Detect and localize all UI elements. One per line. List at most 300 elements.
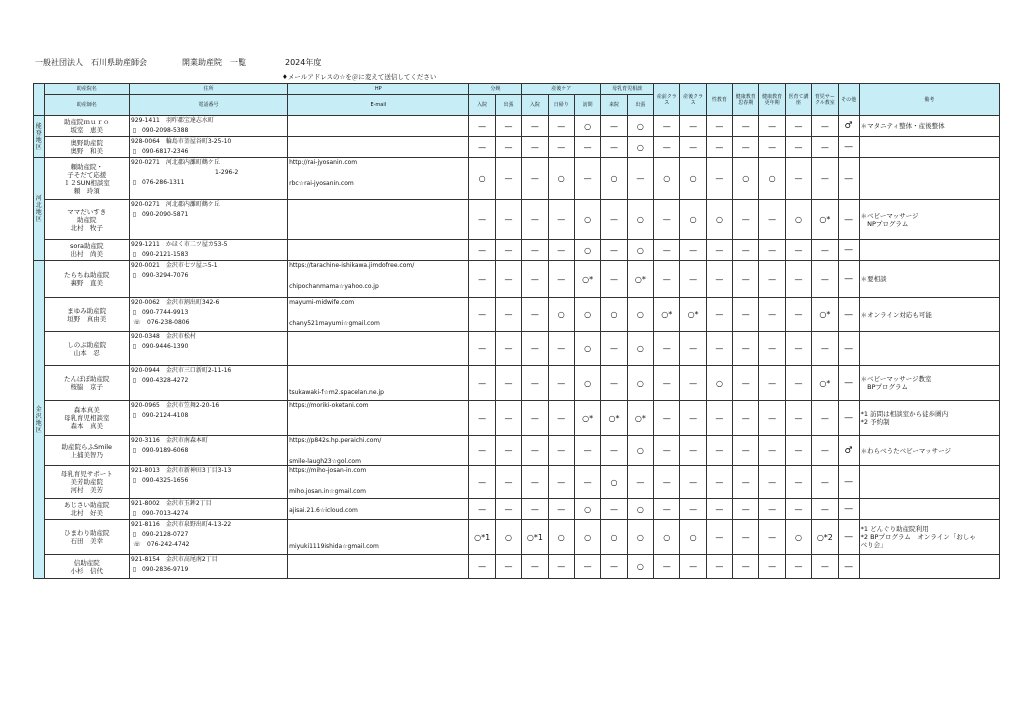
phone-icon: ▯	[132, 250, 137, 258]
phone-number: 090-2836-9719	[141, 566, 189, 573]
service-mark: ○*	[574, 401, 600, 436]
service-mark: —	[574, 137, 600, 158]
other-mark: —	[838, 240, 859, 261]
service-mark: —	[495, 401, 521, 436]
remark-line: ＊ベビーマッサージ教室	[860, 375, 932, 383]
clinic-name: 母乳育児相談室	[63, 414, 110, 422]
service-mark: —	[654, 401, 680, 436]
clinic-name: たんぽぽ助産院	[63, 375, 110, 383]
service-mark: ○	[654, 520, 680, 555]
service-mark: —	[812, 240, 838, 261]
service-mark: —	[522, 200, 548, 240]
service-mark: ○	[601, 158, 627, 200]
phone-icon: ▯	[132, 271, 137, 279]
service-mark: —	[785, 366, 811, 401]
email-address[interactable]: miyuki1119ishida☆gmail.com	[289, 543, 379, 550]
service-mark: —	[812, 137, 838, 158]
phone-line	[131, 509, 286, 519]
service-mark: —	[706, 520, 732, 555]
homepage-link[interactable]: https://p842s.hp.peraichi.com/	[289, 437, 382, 444]
email-address[interactable]: tsukawaki-f☆m2.spacelan.ne.jp	[289, 389, 384, 396]
service-mark: ○	[574, 499, 600, 520]
clinic-name: 森本真美	[73, 406, 100, 414]
homepage-link[interactable]: http://rai-jyosanin.com	[289, 159, 358, 166]
homepage-link[interactable]: mayumi-midwife.com	[289, 299, 355, 306]
address-cell	[129, 401, 287, 436]
phone-icon: ▯	[132, 210, 137, 218]
service-mark: —	[574, 158, 600, 200]
service-mark: ○	[627, 116, 653, 137]
service-mark: —	[733, 200, 759, 240]
hp-header: HP	[288, 84, 469, 95]
service-mark: —	[812, 261, 838, 298]
clinic-row	[34, 200, 1000, 240]
service-mark: —	[706, 298, 732, 332]
fiscal-year: 2024年度	[285, 58, 322, 67]
service-mark: —	[680, 240, 706, 261]
address-line: 920-0965 金沢市笠舞2-20-16	[130, 402, 220, 409]
phone-icon: ▯	[132, 565, 137, 573]
midwife-name: 出村 尚美	[70, 250, 103, 258]
other-mark: —	[838, 401, 859, 436]
address-line: 920-0348 金沢市松村	[130, 333, 196, 340]
clinic-name: まゆみ助産院	[67, 306, 107, 315]
clinic-name-cell	[44, 520, 129, 555]
service-mark: —	[601, 436, 627, 466]
service-mark: —	[548, 436, 574, 466]
service-mark: —	[759, 240, 785, 261]
service-mark: —	[680, 499, 706, 520]
remarks-cell	[859, 116, 999, 137]
service-mark: —	[759, 366, 785, 401]
other-mark: —	[838, 332, 859, 366]
clinic-name-cell	[44, 555, 129, 579]
service-mark: ○	[601, 466, 627, 499]
region-label	[34, 261, 45, 579]
remarks-cell	[859, 137, 999, 158]
address-line: 920-0021 金沢市七ツ屋ニ5-1	[130, 262, 218, 269]
midwife-name: 山本 忍	[73, 348, 100, 357]
service-mark: —	[495, 298, 521, 332]
clinic-name: ひまわり助産院	[63, 529, 110, 537]
email-address[interactable]: chany521mayumi☆gmail.com	[289, 320, 380, 327]
address-line: 929-1411 羽咋郡宝達志水町	[130, 117, 214, 124]
address-line: 928-0064 輪島市釜屋谷町3-25-10	[130, 138, 232, 145]
childcare-circle-header: 育児サークル教室	[812, 84, 838, 116]
service-mark: —	[733, 466, 759, 499]
service-mark: ○	[627, 555, 653, 579]
service-mark: —	[759, 200, 785, 240]
hp-email-cell	[288, 332, 469, 366]
birth-inpatient-header: 入院	[469, 95, 495, 116]
phone-icon: ▯	[132, 178, 137, 186]
remarks-cell	[859, 200, 999, 240]
other-mark: —	[838, 366, 859, 401]
service-mark: —	[601, 116, 627, 137]
service-mark: —	[733, 436, 759, 466]
service-mark: —	[759, 555, 785, 579]
midwife-name: 北村 好美	[70, 509, 103, 517]
service-mark: —	[548, 401, 574, 436]
hp-email-cell	[288, 137, 469, 158]
phone-number: 090-7744-9913	[141, 309, 189, 316]
phone-line	[131, 126, 286, 136]
service-mark: —	[706, 499, 732, 520]
service-mark: —	[706, 240, 732, 261]
service-mark: —	[759, 261, 785, 298]
fax-number: 076-242-4742	[146, 541, 190, 548]
service-mark: ○	[548, 298, 574, 332]
other-mark: —	[838, 499, 859, 520]
service-mark: ○	[627, 499, 653, 520]
hp-email-cell	[288, 466, 469, 499]
service-mark: —	[601, 366, 627, 401]
fax-icon: ☏	[133, 540, 141, 548]
service-mark: —	[812, 401, 838, 436]
service-mark: —	[680, 401, 706, 436]
clinic-name: 奥野助産院	[70, 139, 103, 147]
clinic-row	[34, 240, 1000, 261]
address-line: 921-8154 金沢市高尾南2丁目	[130, 556, 218, 563]
service-mark: —	[495, 436, 521, 466]
phone-icon: ▯	[132, 342, 137, 350]
hp-email-cell	[288, 436, 469, 466]
clinic-name: 助産院らふSmile	[61, 442, 113, 451]
region-char: 地	[35, 136, 42, 144]
service-mark: —	[759, 466, 785, 499]
service-mark: —	[785, 555, 811, 579]
region-char: 金	[35, 405, 42, 413]
service-mark: —	[601, 200, 627, 240]
service-mark: —	[601, 137, 627, 158]
address-cell	[129, 436, 287, 466]
region-char: 能	[35, 122, 42, 130]
region-char: 地	[35, 419, 42, 427]
service-mark: ○*	[680, 298, 706, 332]
region-char: 河	[35, 195, 42, 202]
service-mark: —	[522, 116, 548, 137]
phone-number: 090-3294-7076	[141, 272, 189, 279]
other-mark: —	[838, 137, 859, 158]
phone-line	[131, 210, 286, 220]
service-mark: ○*	[812, 366, 838, 401]
service-mark: —	[469, 499, 495, 520]
clinic-name: 子そだて応援	[67, 170, 107, 179]
clinic-name-cell	[44, 466, 129, 499]
service-mark: —	[733, 520, 759, 555]
fax-line	[131, 318, 286, 328]
service-mark: —	[495, 116, 521, 137]
service-mark: —	[759, 116, 785, 137]
service-mark: ○	[574, 240, 600, 261]
service-mark: —	[469, 366, 495, 401]
remarks-cell	[859, 332, 999, 366]
remark-line: べり会」	[860, 541, 887, 549]
service-mark: —	[654, 499, 680, 520]
service-mark: —	[785, 298, 811, 332]
other-mark: —	[838, 261, 859, 298]
service-mark: —	[522, 137, 548, 158]
phone-number: 090-2121-1583	[141, 251, 189, 258]
midwife-name: 坂室 恵美	[70, 126, 103, 134]
service-mark: —	[812, 436, 838, 466]
clinic-row	[34, 499, 1000, 520]
hp-email-cell	[288, 200, 469, 240]
service-mark: —	[522, 158, 548, 200]
service-mark: ○	[627, 366, 653, 401]
service-mark: ○	[654, 158, 680, 200]
pp-daytrip-header: 日帰り	[548, 95, 574, 116]
service-mark: —	[548, 555, 574, 579]
service-mark: ○	[574, 200, 600, 240]
service-mark: —	[785, 401, 811, 436]
hp-email-cell	[288, 499, 469, 520]
service-mark: ○	[627, 520, 653, 555]
service-mark: ○*	[627, 401, 653, 436]
region-header	[34, 84, 45, 116]
health-ed-menopause-header: 健康教育更年期	[759, 84, 785, 116]
service-mark: —	[706, 137, 732, 158]
clinic-name-cell	[44, 158, 129, 200]
service-mark: —	[706, 555, 732, 579]
hp-email-cell	[288, 116, 469, 137]
service-mark: —	[495, 499, 521, 520]
address-line: 921-8002 金沢市玉鉾2丁目	[130, 500, 212, 507]
service-mark: —	[495, 366, 521, 401]
service-mark: —	[733, 116, 759, 137]
service-mark: —	[706, 116, 732, 137]
breastfeeding-header: 母乳育児相談	[601, 84, 654, 95]
sex-education-header: 性教育	[706, 84, 732, 116]
fax-line	[131, 540, 286, 550]
service-mark: ○	[548, 520, 574, 555]
address-line: 1-296-2	[214, 169, 239, 176]
service-mark: —	[548, 332, 574, 366]
service-mark: —	[548, 366, 574, 401]
service-mark: —	[548, 466, 574, 499]
email-address[interactable]: rbc☆rai-jyosanin.com	[289, 180, 354, 187]
service-mark: —	[548, 200, 574, 240]
other-mark: —	[838, 555, 859, 579]
service-mark: —	[469, 401, 495, 436]
midwife-name: 頼 玲須	[73, 186, 100, 195]
remarks-cell	[859, 298, 999, 332]
address-cell	[129, 466, 287, 499]
midwife-name: 小杉 信代	[70, 566, 103, 575]
service-mark: —	[495, 137, 521, 158]
service-mark: —	[812, 332, 838, 366]
phone-header: 電話番号	[129, 95, 287, 116]
service-mark: —	[495, 240, 521, 261]
service-mark: —	[812, 555, 838, 579]
service-mark: —	[574, 555, 600, 579]
address-line: 920-0944 金沢市三口新町2-11-16	[130, 367, 232, 374]
hp-email-cell	[288, 555, 469, 579]
phone-number: 090-4325-1656	[141, 477, 189, 484]
childcare-lecture-header: 医育て講座	[785, 84, 811, 116]
service-mark: —	[469, 200, 495, 240]
service-mark: ○	[601, 298, 627, 332]
service-mark: —	[733, 261, 759, 298]
service-mark: —	[601, 240, 627, 261]
phone-icon: ▯	[132, 476, 137, 484]
other-mark: —	[838, 200, 859, 240]
phone-icon: ▯	[132, 126, 137, 134]
phone-line	[131, 530, 286, 540]
service-mark: —	[654, 555, 680, 579]
region-char: 区	[35, 143, 42, 151]
service-mark: —	[706, 332, 732, 366]
service-mark: —	[785, 137, 811, 158]
phone-line	[131, 308, 286, 318]
service-mark: —	[759, 401, 785, 436]
phone-number: 076-286-1311	[141, 179, 185, 186]
homepage-link[interactable]: https://miho-josan-in.com	[289, 467, 367, 474]
service-mark: —	[469, 261, 495, 298]
clinic-name: 母乳育児サポート	[60, 470, 113, 478]
email-address[interactable]: smile-laugh23☆gol.com	[289, 458, 361, 465]
address-cell	[129, 520, 287, 555]
postpartum-header: 産後ケア	[522, 84, 601, 95]
service-mark: —	[654, 200, 680, 240]
service-mark: ○	[785, 200, 811, 240]
service-mark: —	[522, 366, 548, 401]
midwife-name: 河村 美芳	[70, 486, 103, 494]
service-mark: —	[733, 366, 759, 401]
service-mark: —	[654, 261, 680, 298]
clinic-name-cell	[44, 200, 129, 240]
clinic-name: たらちね助産院	[63, 271, 110, 279]
region-char: 区	[35, 426, 42, 434]
clinic-name: 助産院	[76, 215, 97, 224]
region-char: 区	[35, 216, 42, 223]
remark-line: ＊要相談	[860, 275, 887, 283]
address-line: 920-0062 金沢市割出町342-6	[130, 299, 220, 306]
clinic-row	[34, 137, 1000, 158]
service-mark: —	[759, 332, 785, 366]
service-mark: —	[759, 436, 785, 466]
service-mark: —	[706, 261, 732, 298]
phone-number: 090-2128-0727	[141, 531, 189, 538]
hp-email-cell	[288, 158, 469, 200]
clinic-row	[34, 436, 1000, 466]
email-address[interactable]: miho.josan.in☆gmail.com	[289, 488, 366, 495]
breast-outcall-header: 出張	[627, 95, 653, 116]
midwife-name: 奥野 和美	[70, 147, 103, 155]
service-mark: —	[733, 240, 759, 261]
clinic-name-cell	[44, 261, 129, 298]
service-mark: ○	[627, 240, 653, 261]
service-mark: ○	[627, 332, 653, 366]
service-mark: —	[759, 520, 785, 555]
region-label	[34, 116, 45, 158]
remark-line: BPプログラム	[860, 383, 908, 391]
service-mark: ○	[469, 158, 495, 200]
phone-line	[131, 342, 286, 352]
phone-number: 090-9446-1390	[141, 343, 189, 350]
other-mark: —	[838, 466, 859, 499]
email-note: ♦メールアドレスの☆を＠に変えて送信してください	[282, 73, 437, 81]
phone-icon: ▯	[132, 147, 137, 155]
service-mark: —	[733, 555, 759, 579]
organization-name: 一般社団法人 石川県助産師会	[35, 58, 147, 67]
remarks-cell	[859, 366, 999, 401]
remark-line: NPプログラム	[860, 219, 909, 228]
service-mark: —	[469, 298, 495, 332]
email-header: E-mail	[288, 95, 469, 116]
email-address[interactable]: ajisai.21.6☆icloud.com	[289, 507, 358, 514]
address-cell	[129, 261, 287, 298]
female-symbol-icon: ♂	[838, 436, 859, 466]
service-mark: —	[495, 466, 521, 499]
service-mark: —	[522, 555, 548, 579]
list-title: 開業助産院 一覧	[182, 58, 246, 67]
address-cell	[129, 158, 287, 200]
service-mark: ○	[495, 520, 521, 555]
service-mark: ○	[574, 298, 600, 332]
email-address[interactable]: chipochanmama☆yahoo.co.jp	[289, 283, 379, 290]
service-mark: —	[469, 332, 495, 366]
service-mark: —	[601, 261, 627, 298]
service-mark: —	[469, 116, 495, 137]
remark-line: *2 予約制	[860, 418, 890, 426]
phone-number: 090-4328-4272	[141, 377, 189, 384]
service-mark: —	[522, 240, 548, 261]
service-mark: —	[654, 116, 680, 137]
service-mark: —	[522, 466, 548, 499]
hp-email-cell	[288, 520, 469, 555]
phone-line	[131, 271, 286, 281]
service-mark: —	[469, 436, 495, 466]
clinic-row	[34, 520, 1000, 555]
service-mark: —	[574, 436, 600, 466]
remarks-cell	[859, 261, 999, 298]
address-header: 住所	[129, 84, 287, 95]
clinic-name-cell	[44, 366, 129, 401]
service-mark: —	[706, 158, 732, 200]
service-mark: —	[785, 158, 811, 200]
female-symbol-icon: ♂	[838, 116, 859, 137]
homepage-link[interactable]: https://tarachine-ishikawa.jimdofree.com/	[289, 262, 415, 269]
homepage-link[interactable]: https://moriki-oketani.com	[289, 402, 369, 409]
service-mark: —	[654, 466, 680, 499]
service-mark: —	[627, 466, 653, 499]
clinic-name-cell	[44, 499, 129, 520]
service-mark: —	[495, 261, 521, 298]
remarks-cell	[859, 499, 999, 520]
address-line: 921-8013 金沢市新神田3丁目3-13	[130, 467, 232, 474]
pp-inpatient-header: 入院	[522, 95, 548, 116]
service-mark: ○	[733, 158, 759, 200]
other-mark: —	[838, 520, 859, 555]
service-mark: —	[733, 137, 759, 158]
other-header: その他	[838, 84, 859, 116]
clinic-name: あじさい助産院	[63, 501, 110, 509]
service-mark: —	[654, 240, 680, 261]
phone-line	[131, 147, 286, 157]
service-mark: ○*	[654, 298, 680, 332]
clinic-name: 美芳助産院	[70, 478, 103, 486]
hp-email-cell	[288, 261, 469, 298]
service-mark: —	[522, 261, 548, 298]
service-mark: —	[680, 332, 706, 366]
clinic-name-cell	[44, 116, 129, 137]
remark-line: ＊ベビーマッサージ	[860, 211, 919, 220]
phone-icon: ▯	[132, 509, 137, 517]
service-mark: —	[785, 499, 811, 520]
service-mark: —	[654, 366, 680, 401]
phone-line	[131, 446, 286, 456]
